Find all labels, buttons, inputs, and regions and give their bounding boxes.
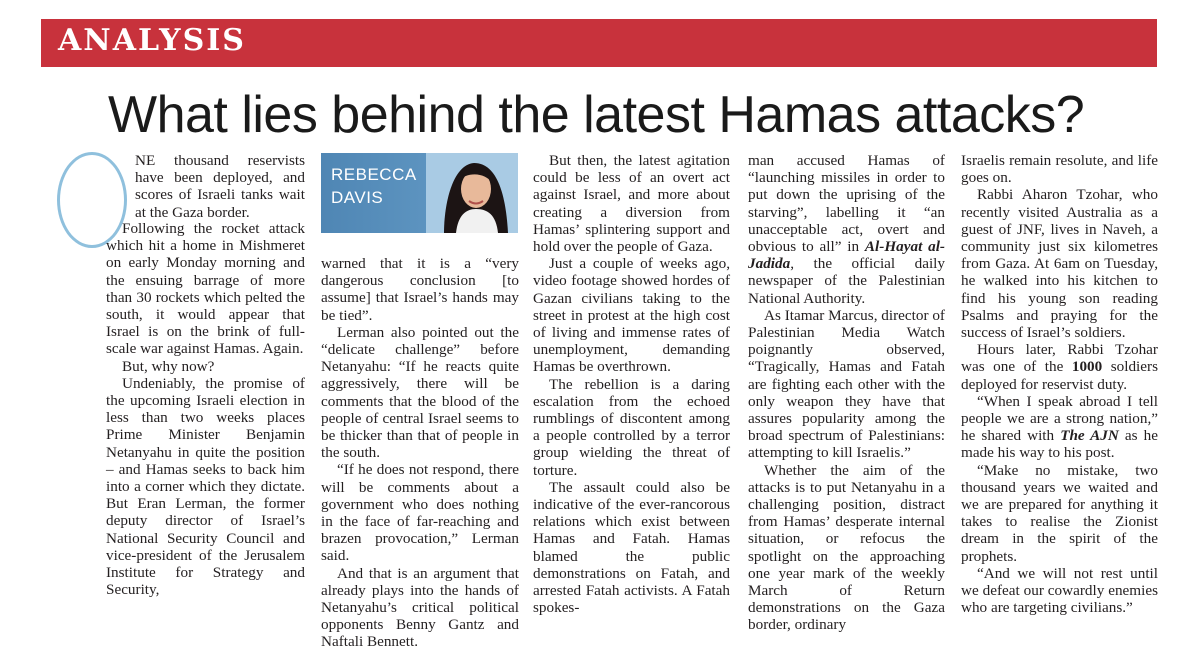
paragraph: The assault could also be indicative of the ever-rancorous relations which exist between Hamas and Fatah. Hamas blamed the public demonstrations on Fatah, and arrested Fatah activists. A Fatah spokes- [533, 478, 730, 617]
section-label: ANALYSIS [58, 23, 246, 58]
paragraph [961, 393, 1158, 462]
paragraph: But then, the latest agitation could be less of an overt act against Israel, and more about creating a diversion from Hamas’ splintering support and hold over the people of Gaza. [533, 152, 730, 256]
text-run: soldiers deployed for reservist duty. [961, 358, 1158, 393]
column-4 [748, 152, 945, 634]
newspaper-name: Al-Hayat al-Jadida [748, 238, 945, 273]
column-2 [321, 255, 519, 651]
soldier-count: 1000 [1071, 358, 1103, 376]
paragraph: As Itamar Marcus, director of Palestinian Media Watch poignantly observed, “Tragically, Hamas and Fatah are fighting each other with the only weapon they have that assures popularity among the broad spectrum of Palestinians: attempting to kill Israelis.” [748, 306, 945, 462]
paragraph: Whether the aim of the attacks is to put Netanyahu in a challenging position, distract from Hamas’ desperate internal situation, or refocus the spotlight on the approaching one year mark of the weekly March of Return demonstrations on the Gaza border, ordinary [748, 461, 945, 634]
column-3 [533, 152, 730, 616]
column-5 [961, 152, 1158, 616]
section-banner [41, 19, 1157, 67]
byline-first-name: REBECCA [331, 165, 417, 184]
byline-box [321, 153, 518, 233]
paragraph [961, 341, 1158, 393]
paragraph: But, why now? [122, 357, 215, 375]
text-run: man accused Hamas of “launching missiles in order to put down the uprising of the starving”, labelling it “an unacceptable act, overt and obvious to all” in [748, 152, 945, 256]
text-run: “When I speak abroad I tell people we are a strong nation,” he shared with [961, 392, 1158, 445]
byline-last-name: DAVIS [331, 188, 384, 207]
column-1 [106, 220, 305, 598]
paragraph: The rebellion is a daring escalation from the echoed rumblings of discontent among a people controlled by a terror group wielding the threat of torture. [533, 375, 730, 479]
paragraph: Undeniably, the promise of the upcoming Israeli election in less than two weeks places Prime Minister Benjamin Netanyahu in quite the position – and Hamas seeks to back him into a corner which they dictate. But Eran Lerman, the former deputy director of Israel’s National Security Council and vice-president of the Jerusalem Institute for Strategy and Security, [106, 374, 305, 599]
text-run: , the official daily newspaper of the Palestinian National Authority. [748, 255, 945, 307]
lead-paragraph [135, 152, 305, 221]
text-run: Hours later, Rabbi Tzohar was one of the [961, 341, 1158, 376]
paragraph: “If he does not respond, there will be comments about a government who does nothing in the face of far-reaching and brazen provocation,” Lerman said. [321, 461, 519, 565]
paragraph: And that is an argument that already plays into the hands of Netanyahu’s critical political opponents Benny Gantz and Naftali Bennett. [321, 564, 519, 651]
paragraph: Rabbi Aharon Tzohar, who recently visited Australia as a guest of JNF, lives in Naveh, a community just six kilometres from Gaza. At 6am on Tuesday, he walked into his kitchen to find his young son reading Psalms and praying for the success of Israel’s soldiers. [961, 186, 1158, 342]
article-headline: What lies behind the latest Hamas attacks? [108, 86, 1085, 144]
text-run: as he made his way to his post. [961, 427, 1158, 462]
paragraph: “Make no mistake, two thousand years we waited and we are prepared for anything it takes to realise the Zionist dream in the spirit of the prophets. [961, 461, 1158, 565]
lead-text: NE thousand reservists have been deployed, and scores of Israeli tanks wait at the Gaza border. [135, 152, 305, 221]
paragraph: Lerman also pointed out the “delicate challenge” before Netanyahu: “If he reacts quite aggressively, there will be comments that the blood of the people of central Israel seems to be thicker than that of people in the south. [321, 323, 519, 462]
author-portrait-icon [426, 153, 518, 233]
paragraph: Following the rocket attack which hit a home in Mishmeret on early Monday morning and the ensuing barrage of more than 30 rockets which pelted the south, it would appear that Israel is on the brink of full-scale war against Hamas. Again. [106, 220, 305, 358]
paragraph: Israelis remain resolute, and life goes on. [961, 152, 1158, 187]
paragraph [748, 152, 945, 307]
paragraph: “And we will not rest until we defeat our cowardly enemies who are targeting civilians.” [961, 564, 1158, 617]
paragraph: Just a couple of weeks ago, video footage showed hordes of Gazan civilians taking to the street in protest at the high cost of living and immense rates of unemployment, demanding Hamas be overthrown. [533, 255, 730, 376]
paragraph: warned that it is a “very dangerous conclusion [to assume] that Israel’s hands may be tied”. [321, 255, 519, 324]
publication-name: The AJN [1060, 427, 1119, 445]
